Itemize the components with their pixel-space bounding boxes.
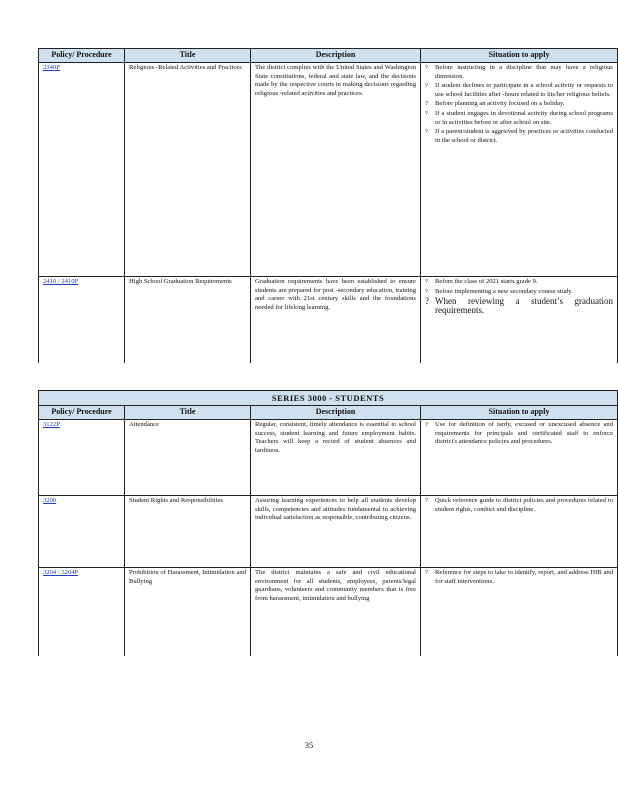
situation-list (425, 421, 613, 447)
bullet-icon: ? (425, 109, 428, 117)
policy-title: Religious -Related Activities and Practices (125, 63, 251, 277)
table-row (39, 277, 618, 363)
policy-link[interactable]: 3200 (43, 497, 57, 504)
situation-list (425, 497, 613, 514)
policy-link[interactable]: 2340P (43, 64, 60, 71)
list-item: ? If a student engages in devotional activity during school programs or in activities before or after school on site. (425, 109, 613, 126)
list-item: ? Before the class of 2021 starts grade 9. (425, 278, 538, 285)
list-item: ? Before instructing in a discipline that may have a religious dimension. (425, 64, 613, 80)
table-row (39, 63, 618, 277)
policy-description: The district complies with the United States and Washington State constitutions, federal and state law, and the decisions made by the respective courts in making decisions regarding religious -related activities and practices. (251, 63, 421, 277)
bullet-icon: ? (425, 82, 428, 90)
header-title: Title (125, 406, 251, 420)
bullet-icon: ? (425, 128, 428, 136)
list-item: ? Use for definition of tardy, excused or unexcused absence and requirements for principals and certificated staff to enforce district's attendance policies and procedures. (425, 421, 614, 446)
list-item: ? Before implementing a new secondary course study. (425, 287, 573, 295)
policy-link[interactable]: 3204 / 3204P (43, 569, 79, 576)
list-item: ? If student declines to participate in a school activity or requests to use school facilities after -hours related to his/her religious beliefs. (425, 82, 613, 98)
bullet-icon: ? (425, 296, 429, 307)
list-item: ? Reference for steps to take to identify, report, and address HIB and for staff interventions. (425, 569, 614, 585)
bullet-icon: ? (425, 64, 428, 71)
bullet-icon: ? (425, 497, 428, 504)
list-item: ? Quick reference guide to district policies and procedures related to student rights, conduct and discipline . (425, 497, 614, 513)
situation-list (425, 569, 613, 586)
header-policy: Policy/ Procedure (39, 49, 125, 63)
policy-title: Prohibition of Harassment, Intimidation and Bullying (125, 568, 251, 656)
policy-link[interactable]: 3122P (43, 421, 60, 428)
policy-title: Attendance (125, 420, 251, 496)
header-situation: Situation to apply (421, 49, 618, 63)
header-description: Description (251, 406, 421, 420)
policy-description: Graduation requirements have been established to ensure students are prepared for post -secondary education, training and career with 21st century skills and the foundations needed for lifelong learning. (251, 277, 421, 363)
header-description: Description (251, 49, 421, 63)
policy-description: Assuring learning experiences to help all students develop skills, competencies and attitudes fundamental to achieving individual satisfaction as responsible, contributing citizens. (251, 496, 421, 568)
table-row (39, 568, 618, 656)
list-item: ? If a parent/student is aggrieved by practices or activities conducted in the school or district. (425, 128, 613, 144)
bullet-icon: ? (425, 421, 428, 428)
bullet-icon: ? (425, 287, 428, 295)
list-item: ? Before planning an activity focused on a holiday. (425, 100, 565, 108)
header-policy: Policy/ Procedure (39, 406, 125, 420)
policy-description: The district maintains a safe and civil educational environment for all students, employees, parents/legal guardians, volunteers and community members that is free from harassment, intimidation and bullying (251, 568, 421, 656)
table-row (39, 420, 618, 496)
policy-description: Regular, consistent, timely attendance is essential to school success, student learning and future employment habits. Teachers will keep a record of student absences and tardiness. (251, 420, 421, 496)
policy-link[interactable]: 2410 / 2410P (43, 278, 79, 285)
situation-list (425, 278, 613, 314)
bullet-icon: ? (425, 100, 428, 108)
policy-table-2 (38, 390, 618, 656)
header-situation: Situation to apply (421, 406, 618, 420)
policy-title: Student Rights and Responsibilities (125, 496, 251, 568)
policy-table-1 (38, 48, 618, 363)
situation-list (425, 64, 613, 145)
bullet-icon: ? (425, 278, 428, 285)
bullet-icon: ? (425, 569, 428, 576)
list-item: ? When reviewing a student’s graduation requirements. (425, 296, 613, 315)
header-title: Title (125, 49, 251, 63)
policy-title: High School Graduation Requirements (125, 277, 251, 363)
page-number: 35 (304, 740, 314, 750)
table-row (39, 496, 618, 568)
series-banner: SERIES 3000 - STUDENTS (39, 391, 618, 406)
